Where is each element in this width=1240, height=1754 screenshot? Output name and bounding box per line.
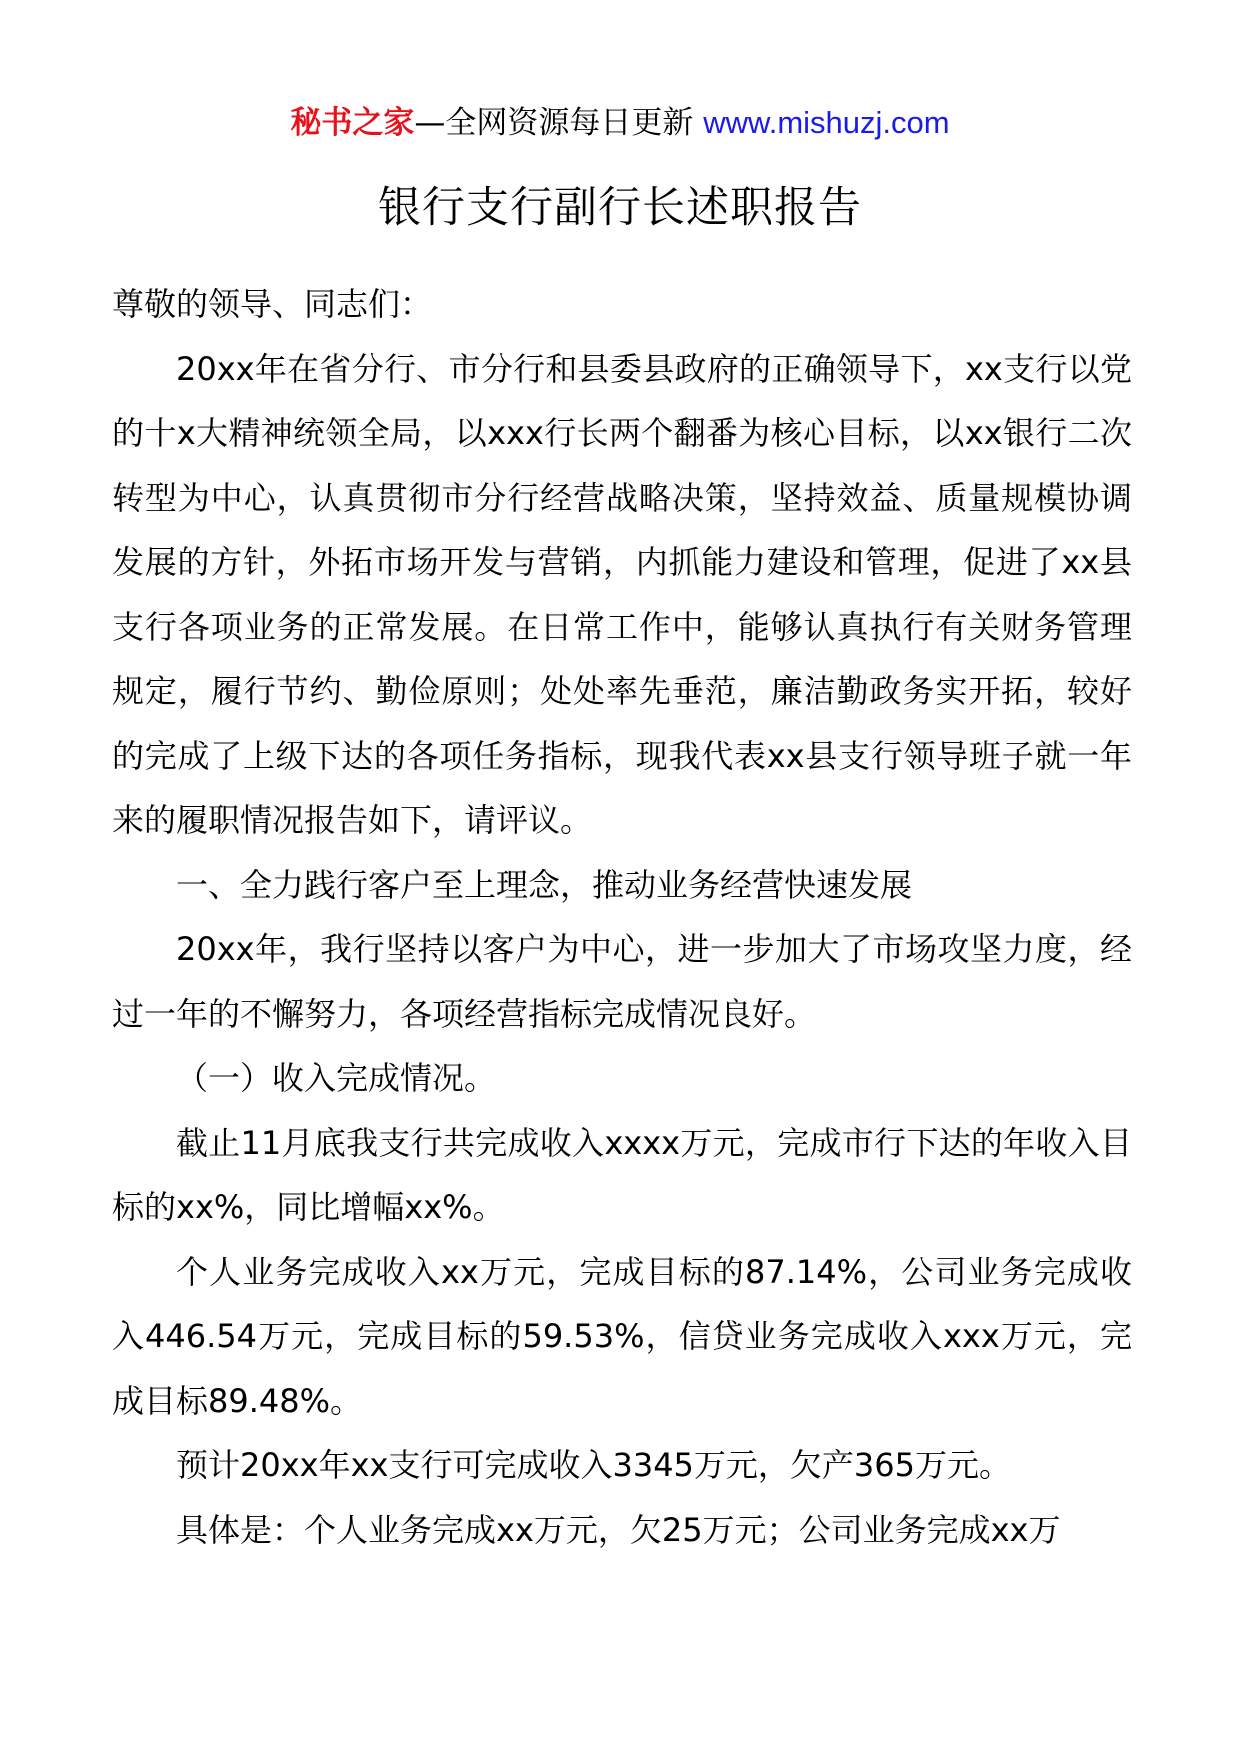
document-body bbox=[112, 272, 1132, 1562]
paragraph: 20xx年，我行坚持以客户为中心，进一步加大了市场攻坚力度，经过一年的不懈努力，各项经营指标完成情况良好。 bbox=[112, 930, 1132, 1033]
subsection-heading: （一）收入完成情况。 bbox=[176, 1059, 497, 1097]
paragraph: 具体是：个人业务完成xx万元，欠25万元；公司业务完成xx万 bbox=[176, 1510, 1061, 1549]
document-title: 银行支行副行长述职报告 bbox=[378, 183, 862, 233]
salutation: 尊敬的领导、同志们： bbox=[112, 285, 433, 323]
section-heading-1: 一、全力践行客户至上理念，推动业务经营快速发展 bbox=[176, 865, 913, 904]
paragraph: 截止11月底我支行共完成收入xxxx万元，完成市行下达的年收入目标的xx%，同比增幅xx%。 bbox=[112, 1123, 1132, 1226]
paragraph: 预计20xx年xx支行可完成收入3345万元，欠产365万元。 bbox=[176, 1446, 1011, 1484]
header-tagline: —全网资源每日更新 bbox=[414, 105, 694, 141]
site-header bbox=[0, 100, 1240, 146]
paragraph: 个人业务完成收入xx万元，完成目标的87.14%，公司业务完成收入446.54万元，完成目标的59.53%，信贷业务完成收入xxx万元，完成目标89.48%。 bbox=[112, 1252, 1132, 1420]
site-url[interactable]: www.mishuzj.com bbox=[703, 105, 950, 140]
brand-name: 秘书之家 bbox=[290, 105, 415, 141]
paragraph-intro: 20xx年在省分行、市分行和县委县政府的正确领导下，xx支行以党的十x大精神统领全局，以xxx行长两个翻番为核心目标，以xx银行二次转型为中心，认真贯彻市分行经营战略决策，坚持效益、质量规模协调发展的方针，外拓市场开发与营销，内抓能力建设和管理，促进了xx县支行各项业务的正常发展。在日常工作中，能够认真执行有关财务管理规定，履行节约、勤俭原则；处处率先垂范，廉洁勤政务实开拓，较好的完成了上级下达的各项任务指标，现我代表xx县支行领导班子就一年来的履职情况报告如下，请评议。 bbox=[112, 349, 1132, 839]
